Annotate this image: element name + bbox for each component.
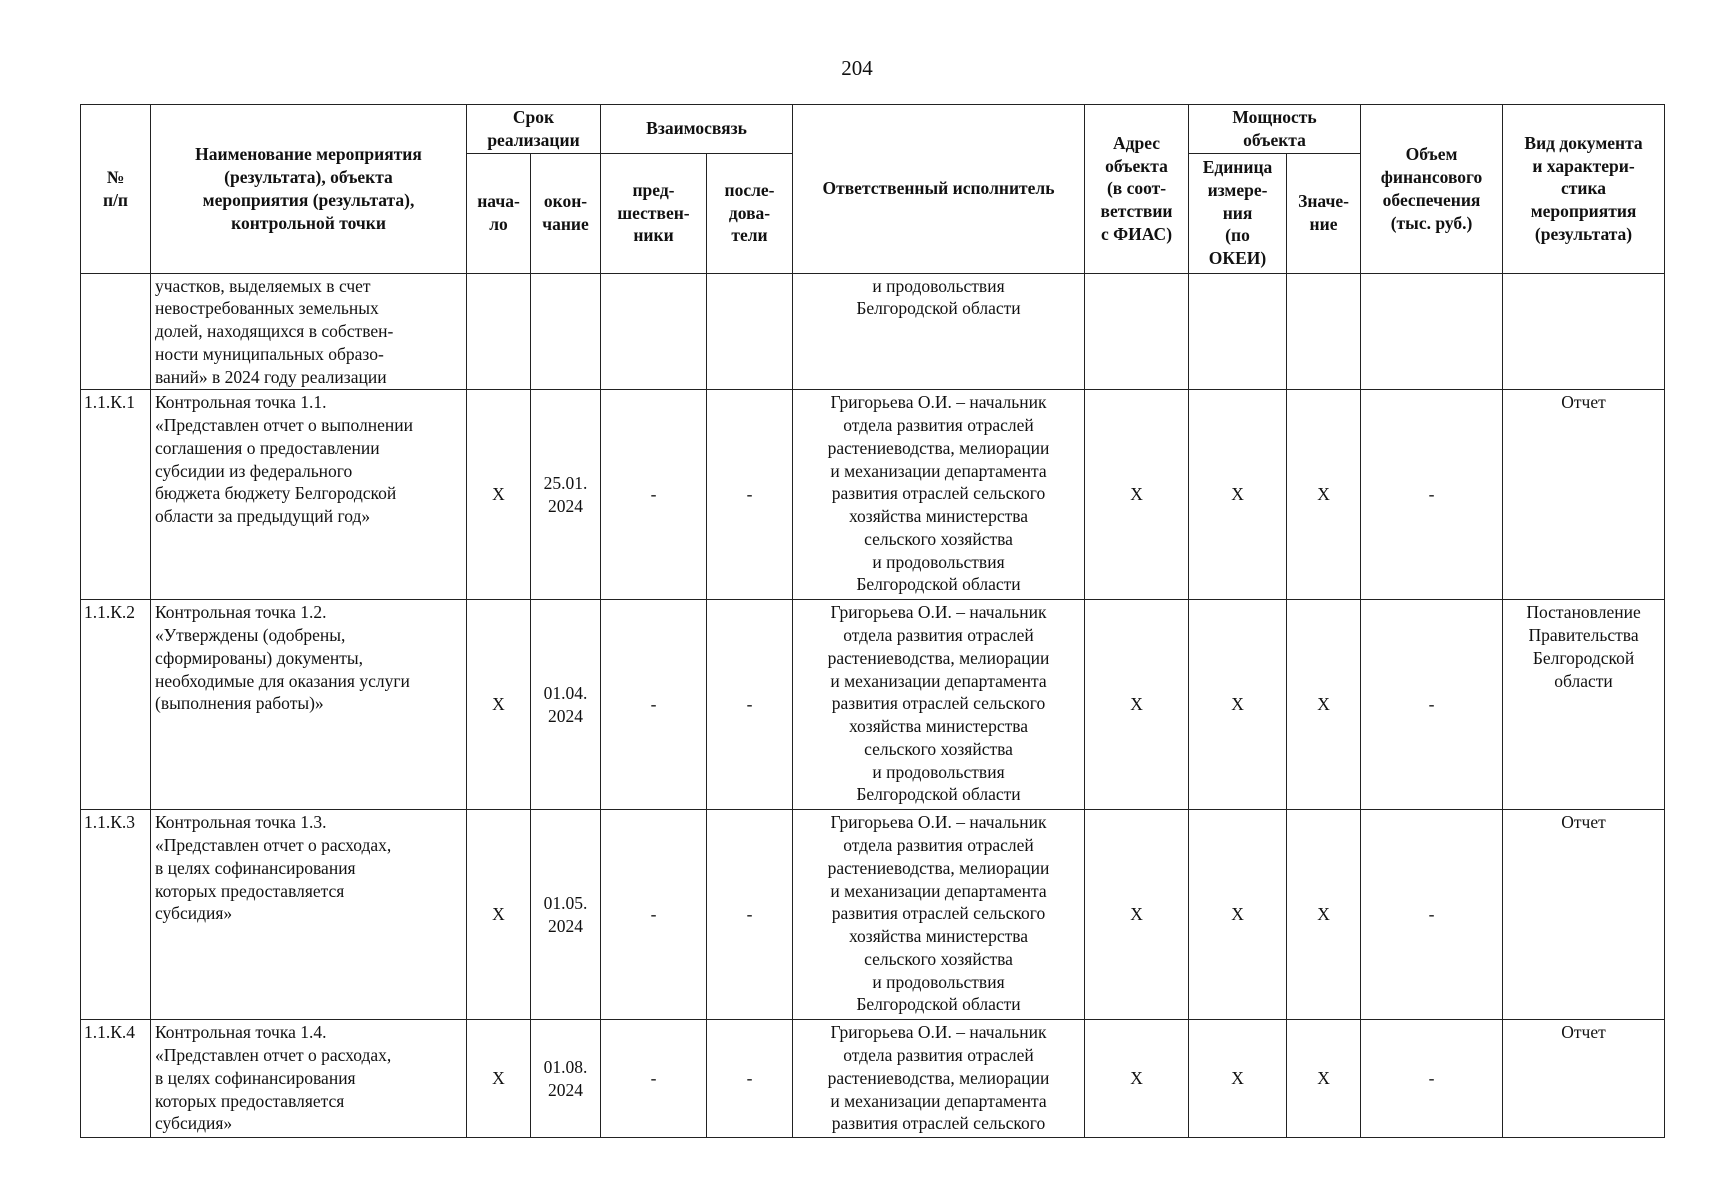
cell-name: Контрольная точка 1.4. «Представлен отчет о расходах, в целях софинансирования которых предоставляется субсидия» [151,1020,467,1138]
cell-name: Контрольная точка 1.2. «Утверждены (одобрены, сформированы) документы, необходимые для оказания услуги (выполнения работы)» [151,600,467,810]
cell-value: Х [1287,600,1361,810]
header-row-top [81,105,1665,154]
cell-value: Х [1287,1020,1361,1138]
cell-next: - [707,600,793,810]
table-header [81,105,1665,274]
cell-address: Х [1085,600,1189,810]
measures-table [80,104,1665,1138]
cell-start [467,273,531,390]
cell-address: Х [1085,810,1189,1020]
cell-unit: Х [1189,1020,1287,1138]
cell-start: Х [467,810,531,1020]
page-number: 204 [841,56,873,80]
cell-start: Х [467,600,531,810]
cell-executor: и продовольствия Белгородской области [793,273,1085,390]
cell-doc-type: Отчет [1503,390,1665,600]
cell-address: Х [1085,390,1189,600]
header-funding: Объем финансового обеспечения (тыс. руб.) [1361,105,1503,274]
cell-unit: Х [1189,390,1287,600]
cell-name: Контрольная точка 1.1. «Представлен отчет о выполнении соглашения о предоставлении субсидии из федерального бюджета бюджету Белгородской области за предыдущий год» [151,390,467,600]
cell-end: 01.04. 2024 [531,600,601,810]
cell-prev: - [601,600,707,810]
cell-name: участков, выделяемых в счет невостребованных земельных долей, находящихся в собствен- ности муниципальных образо- ваний» в 2024 году реализации [151,273,467,390]
cell-doc-type [1503,273,1665,390]
header-relation-next: после- дова- тели [707,153,793,273]
table-row [81,1020,1665,1138]
cell-num: 1.1.К.2 [81,600,151,810]
cell-name: Контрольная точка 1.3. «Представлен отчет о расходах, в целях софинансирования которых предоставляется субсидия» [151,810,467,1020]
cell-num: 1.1.К.3 [81,810,151,1020]
cell-executor: Григорьева О.И. – начальник отдела развития отраслей растениеводства, мелиорации и механизации департамента развития отраслей сельского [793,1020,1085,1138]
table-row [81,810,1665,1020]
cell-funding: - [1361,390,1503,600]
header-executor: Ответственный исполнитель [793,105,1085,274]
header-capacity-unit: Единица измере- ния (по ОКЕИ) [1189,153,1287,273]
cell-end [531,273,601,390]
cell-doc-type: Отчет [1503,810,1665,1020]
cell-prev: - [601,390,707,600]
header-capacity-value: Значе- ние [1287,153,1361,273]
cell-executor: Григорьева О.И. – начальник отдела развития отраслей растениеводства, мелиорации и механизации департамента развития отраслей сельского хозяйства министерства сельского хозяйства и продовольствия Белгородской области [793,810,1085,1020]
cell-value [1287,273,1361,390]
table-row [81,600,1665,810]
cell-doc-type: Постановление Правительства Белгородской области [1503,600,1665,810]
cell-start: Х [467,390,531,600]
cell-num [81,273,151,390]
cell-funding: - [1361,1020,1503,1138]
cell-unit: Х [1189,600,1287,810]
cell-value: Х [1287,390,1361,600]
header-period-end: окон- чание [531,153,601,273]
cell-address: Х [1085,1020,1189,1138]
cell-num: 1.1.К.4 [81,1020,151,1138]
cell-funding: - [1361,600,1503,810]
cell-funding [1361,273,1503,390]
header-name: Наименование мероприятия (результата), объекта мероприятия (результата), контрольной точки [151,105,467,274]
header-capacity: Мощность объекта [1189,105,1361,154]
cell-executor: Григорьева О.И. – начальник отдела развития отраслей растениеводства, мелиорации и механизации департамента развития отраслей сельского хозяйства министерства сельского хозяйства и продовольствия Белгородской области [793,600,1085,810]
table-row [81,390,1665,600]
cell-next [707,273,793,390]
cell-prev [601,273,707,390]
cell-unit: Х [1189,810,1287,1020]
header-relation-prev: пред- шествен- ники [601,153,707,273]
header-doc-type: Вид документа и характери- стика мероприятия (результата) [1503,105,1665,274]
header-period-start: нача- ло [467,153,531,273]
cell-funding: - [1361,810,1503,1020]
cell-num: 1.1.К.1 [81,390,151,600]
cell-next: - [707,1020,793,1138]
cell-value: Х [1287,810,1361,1020]
header-relation: Взаимосвязь [601,105,793,154]
cell-end: 01.05. 2024 [531,810,601,1020]
cell-start: Х [467,1020,531,1138]
cell-address [1085,273,1189,390]
cell-end: 01.08. 2024 [531,1020,601,1138]
cell-prev: - [601,1020,707,1138]
cell-end: 25.01. 2024 [531,390,601,600]
header-num: № п/п [81,105,151,274]
cell-unit [1189,273,1287,390]
header-address: Адрес объекта (в соот- ветствии с ФИАС) [1085,105,1189,274]
cell-executor: Григорьева О.И. – начальник отдела развития отраслей растениеводства, мелиорации и механизации департамента развития отраслей сельского хозяйства министерства сельского хозяйства и продовольствия Белгородской области [793,390,1085,600]
table-body [81,273,1665,1138]
cell-doc-type: Отчет [1503,1020,1665,1138]
header-period: Срок реализации [467,105,601,154]
cell-next: - [707,810,793,1020]
table-row-continuation [81,273,1665,390]
cell-prev: - [601,810,707,1020]
cell-next: - [707,390,793,600]
